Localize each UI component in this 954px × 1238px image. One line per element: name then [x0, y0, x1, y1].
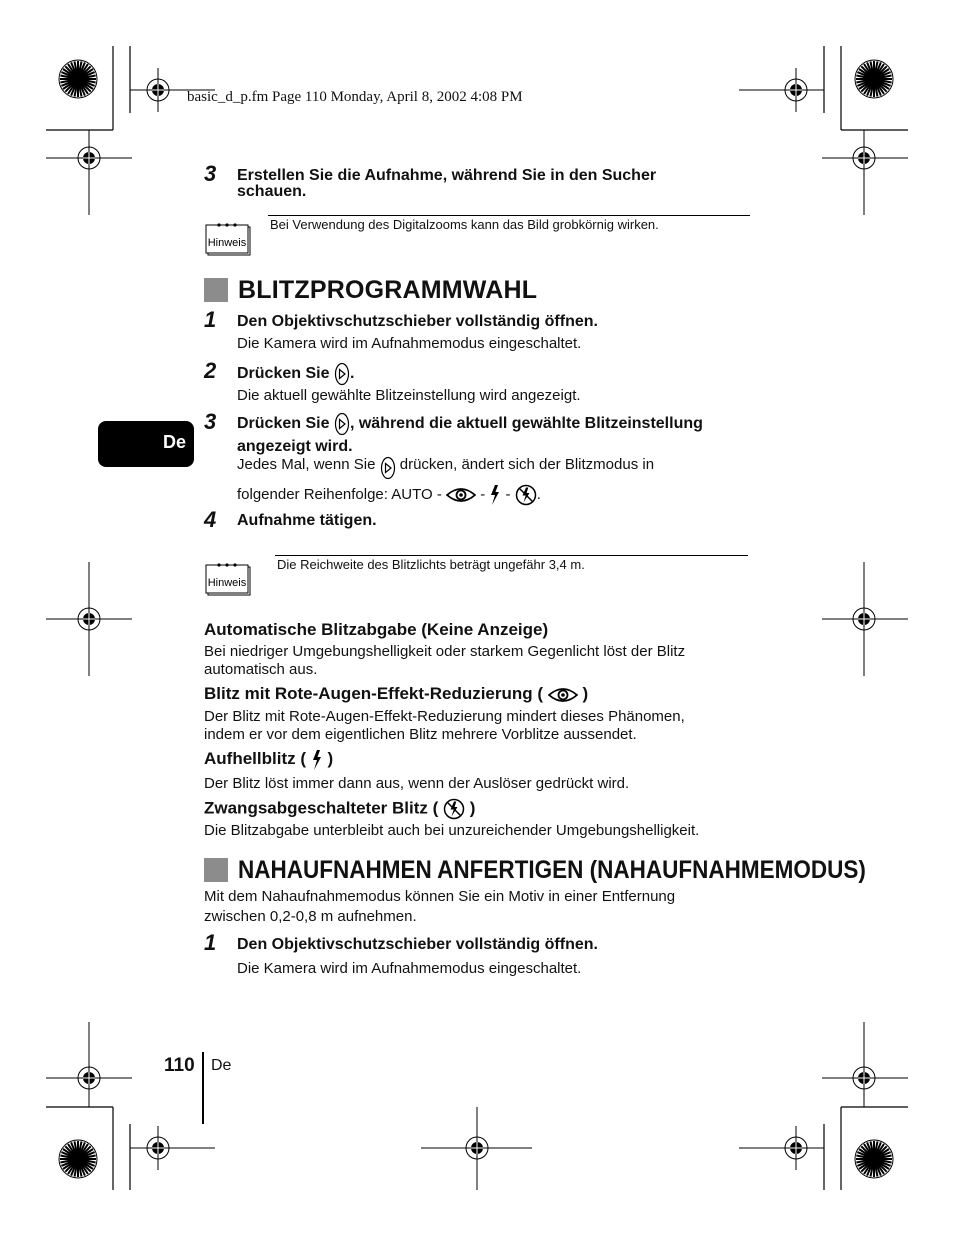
mode-description: indem er vor dem eigentlichen Blitz mehrere Vorblitze aussendet. — [204, 726, 637, 743]
right-arrow-button-icon — [334, 362, 350, 386]
mode-heading-text: Zwangsabgeschalteter Blitz ( — [204, 798, 439, 818]
step-number: 3 — [204, 161, 217, 186]
step-instruction — [237, 362, 354, 386]
mode-heading: Automatische Blitzabgabe (Keine Anzeige) — [204, 620, 549, 639]
step-instruction: Aufnahme tätigen. — [237, 512, 377, 529]
mode-description: Die Blitzabgabe unterbleibt auch bei unzureichender Umgebungshelligkeit. — [204, 822, 700, 839]
page-divider — [202, 1052, 204, 1124]
fill-flash-icon — [489, 485, 501, 505]
mode-heading-text: ) — [582, 684, 589, 703]
step-description: Die aktuell gewählte Blitzeinstellung wird angezeigt. — [237, 387, 581, 404]
fill-flash-icon — [311, 750, 323, 770]
hinweis-note-icon — [205, 562, 251, 596]
step-number: 1 — [204, 307, 217, 332]
step-description: Die Kamera wird im Aufnahmemodus eingeschaltet. — [237, 335, 582, 352]
step-number: 4 — [204, 507, 217, 532]
step-text: Drücken Sie — [237, 365, 330, 383]
note-text: Bei Verwendung des Digitalzooms kann das Bild grobkörnig wirken. — [270, 217, 659, 232]
mode-heading-text: ) — [469, 798, 476, 818]
flash-off-icon — [515, 484, 537, 506]
step-instruction: Den Objektivschutzschieber vollständig öffnen. — [237, 936, 598, 953]
page-language: De — [211, 1057, 232, 1074]
section-marker — [204, 858, 228, 882]
right-arrow-button-icon — [334, 412, 350, 436]
language-tab — [98, 421, 194, 467]
step-text: . — [349, 365, 355, 383]
mode-heading-text: ) — [327, 749, 334, 768]
separator: - — [480, 485, 486, 503]
hinweis-note-icon — [205, 222, 251, 256]
step-number: 2 — [204, 358, 217, 383]
step-text: Drücken Sie — [237, 415, 330, 433]
note-text: Die Reichweite des Blitzlichts beträgt ungefähr 3,4 m. — [277, 557, 585, 572]
mode-heading — [204, 798, 475, 820]
step-description: Die Kamera wird im Aufnahmemodus eingeschaltet. — [237, 960, 582, 977]
step-text: folgender Reihenfolge: AUTO - — [237, 485, 442, 503]
step-instruction: Den Objektivschutzschieber vollständig öffnen. — [237, 313, 598, 330]
divider — [275, 555, 748, 556]
step-instruction-line: schauen. — [237, 183, 307, 200]
mode-heading-text: Aufhellblitz ( — [204, 749, 306, 768]
separator: - — [505, 485, 511, 503]
mode-description: Der Blitz mit Rote-Augen-Effekt-Reduzierung mindert dieses Phänomen, — [204, 708, 685, 725]
step-text: . — [536, 485, 541, 503]
hinweis-label: Hinweis — [207, 577, 247, 589]
hinweis-label: Hinweis — [207, 237, 247, 249]
step-instruction-line: Erstellen Sie die Aufnahme, während Sie in den Sucher — [237, 167, 657, 184]
step-text: Jedes Mal, wenn Sie — [237, 456, 376, 473]
page-number: 110 — [164, 1055, 195, 1076]
section-intro: Mit dem Nahaufnahmemodus können Sie ein Motiv in einer Entfernung — [204, 888, 676, 905]
mode-heading — [204, 749, 333, 770]
section-intro: zwischen 0,2-0,8 m aufnehmen. — [204, 908, 417, 925]
mode-heading — [204, 684, 588, 704]
red-eye-icon — [446, 486, 476, 504]
flash-off-icon — [443, 798, 465, 820]
section-title: BLITZPROGRAMMWAHL — [238, 276, 538, 304]
mode-heading-text: Blitz mit Rote-Augen-Effekt-Reduzierung ( — [204, 684, 544, 703]
right-arrow-button-icon — [380, 456, 396, 480]
step-instruction — [237, 412, 703, 436]
section-title: NAHAUFNAHMEN ANFERTIGEN (NAHAUFNAHMEMODUS) — [238, 856, 866, 884]
step-instruction — [237, 168, 757, 200]
file-header: basic_d_p.fm Page 110 Monday, April 8, 2002 4:08 PM — [187, 89, 523, 105]
section-marker — [204, 278, 228, 302]
step-instruction: angezeigt wird. — [237, 438, 353, 455]
red-eye-icon — [548, 686, 578, 704]
step-description — [237, 484, 541, 506]
divider — [268, 215, 750, 216]
step-text: drücken, ändert sich der Blitzmodus in — [399, 456, 655, 473]
step-text: , während die aktuell gewählte Blitzeinstellung — [349, 415, 703, 433]
step-number: 1 — [204, 930, 217, 955]
mode-description: automatisch aus. — [204, 661, 318, 678]
step-number: 3 — [204, 409, 217, 434]
mode-description: Der Blitz löst immer dann aus, wenn der Auslöser gedrückt wird. — [204, 775, 630, 792]
mode-description: Bei niedriger Umgebungshelligkeit oder starkem Gegenlicht löst der Blitz — [204, 643, 686, 660]
language-tab-label: De — [162, 432, 186, 452]
step-description — [237, 456, 654, 480]
